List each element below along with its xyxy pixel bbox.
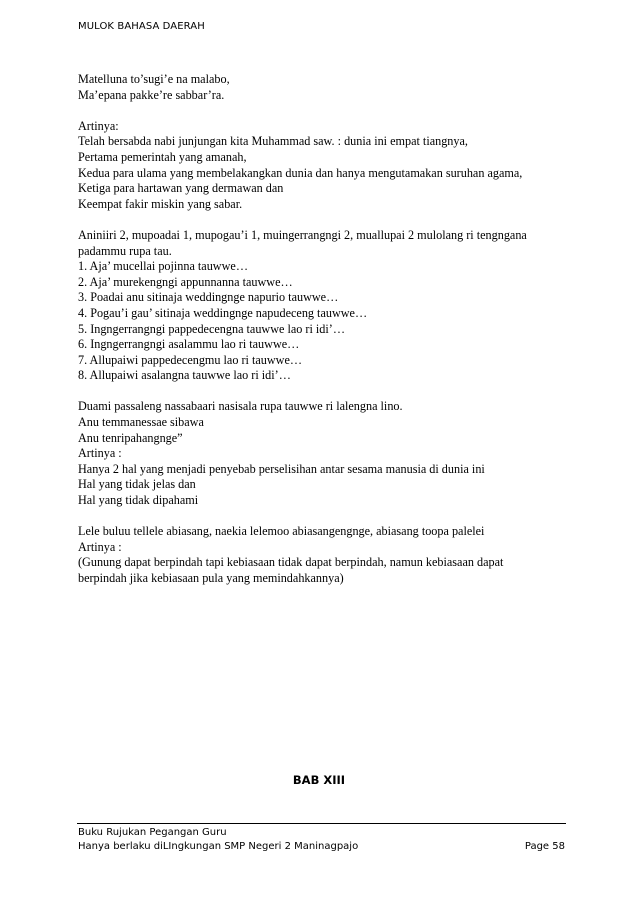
text-line: berpindah jika kebiasaan pula yang memindahkannya) — [78, 571, 344, 585]
page-number: Page 58 — [524, 841, 565, 852]
text-line: Artinya : — [78, 539, 122, 554]
paragraph-gap — [78, 509, 568, 525]
advice-list-paragraph — [78, 228, 568, 384]
text-line: Ketiga para hartawan yang dermawan dan — [78, 181, 284, 196]
text-line: Anu tenripahangnge” — [78, 430, 183, 445]
text-line: Anu temmanessae sibawa — [78, 415, 204, 430]
text-line: Ma’epana pakke’re sabbar’ra. — [78, 87, 225, 102]
text-line: Keempat fakir miskin yang sabar. — [78, 196, 243, 211]
list-item: 5. Ingngerrangngi pappedecengna tauwwe lao ri idi’… — [78, 321, 346, 336]
text-line: Telah bersabda nabi junjungan kita Muhammad saw. : dunia ini empat tiangnya, — [78, 134, 468, 149]
text-line: Pertama pemerintah yang amanah, — [78, 149, 247, 164]
list-item: 8. Allupaiwi asalangna tauwwe lao ri idi’… — [78, 368, 291, 383]
page-footer — [78, 826, 565, 854]
list-item: 3. Poadai anu sitinaja weddingnge napurio tauwwe… — [78, 290, 339, 305]
text-line: Hal yang tidak jelas dan — [78, 477, 196, 492]
list-item: 4. Pogau’i gau’ sitinaja weddingnge napudeceng tauwwe… — [78, 305, 368, 320]
footer-divider — [77, 823, 566, 824]
text-line: Artinya : — [78, 446, 122, 461]
translation-paragraph — [78, 119, 568, 213]
list-item: 7. Allupaiwi pappedecengmu lao ri tauwwe… — [78, 352, 303, 367]
proverb-paragraph — [78, 399, 568, 508]
verse-paragraph — [78, 72, 568, 103]
list-item: 2. Aja’ murekengngi appunnanna tauwwe… — [78, 274, 293, 289]
list-item: 6. Ingngerrangngi asalammu lao ri tauwwe… — [78, 337, 300, 352]
paragraph-gap — [78, 384, 568, 400]
document-body — [78, 72, 568, 587]
text-line: Hanya 2 hal yang menjadi penyebab perselisihan antar sesama manusia di dunia ini — [78, 461, 485, 476]
text-line: Duami passaleng nassabaari nasisala rupa tauwwe ri lalengna lino. — [78, 399, 403, 414]
text-line: Lele buluu tellele abiasang, naekia lelemoo abiasangengnge, abiasang toopa palelei — [78, 524, 485, 539]
footer-book-title: Buku Rujukan Pegangan Guru — [78, 827, 227, 838]
text-line: Kedua para ulama yang membelakangkan dunia dan hanya mengutamakan suruhan agama, — [78, 165, 523, 180]
text-line: Aniniiri 2, mupoadai 1, mupogau’i 1, muingerrangngi 2, muallupai 2 mulolang ri tengngana — [78, 227, 527, 242]
text-line: padammu rupa tau. — [78, 243, 172, 258]
paragraph-gap — [78, 212, 568, 228]
text-line: Hal yang tidak dipahami — [78, 493, 199, 508]
text-line: Artinya: — [78, 118, 119, 133]
chapter-heading: BAB XIII — [292, 773, 346, 787]
text-line: (Gunung dapat berpindah tapi kebiasaan tidak dapat berpindah, namun kebiasaan dapat — [78, 555, 504, 570]
footer-scope-note: Hanya berlaku diLIngkungan SMP Negeri 2 Maninagpajo — [78, 841, 359, 852]
running-header: MULOK BAHASA DAERAH — [78, 21, 205, 32]
text-line: Matelluna to’sugi’e na malabo, — [78, 72, 230, 86]
paragraph-gap — [78, 103, 568, 119]
proverb-paragraph — [78, 524, 568, 586]
list-item: 1. Aja’ mucellai pojinna tauwwe… — [78, 259, 249, 274]
